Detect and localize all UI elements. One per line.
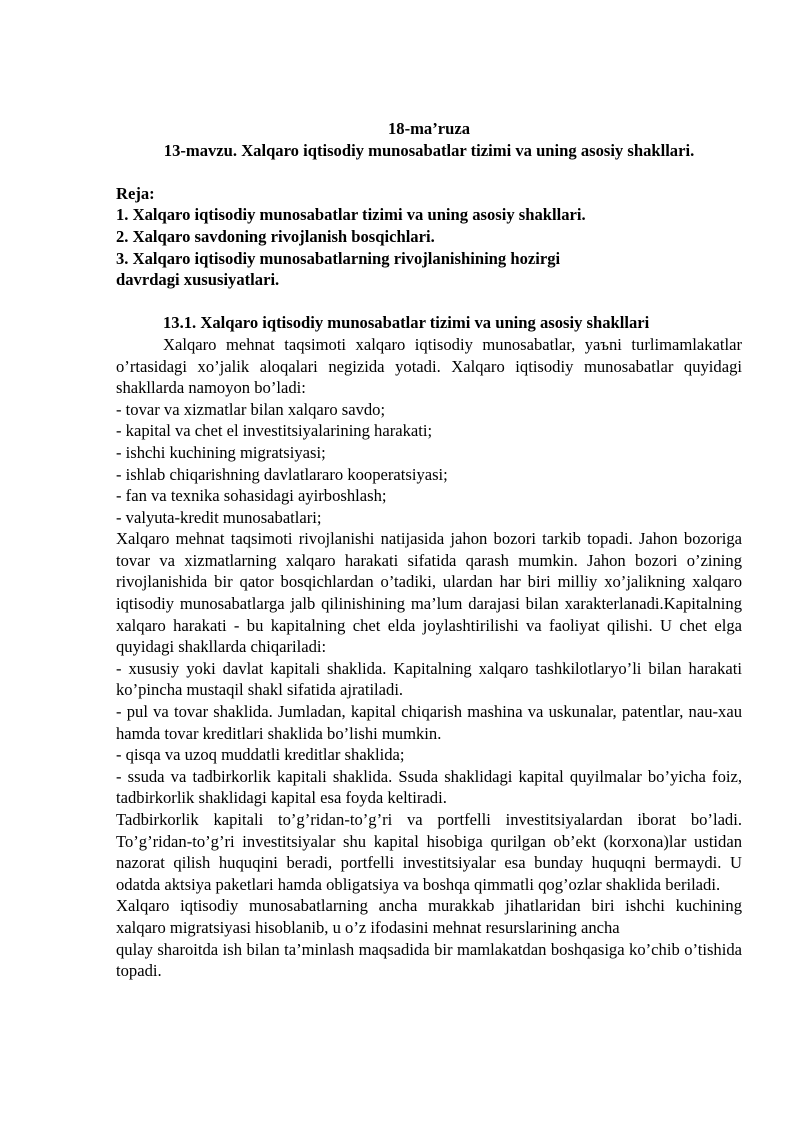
labor-migration-paragraph: Xalqaro iqtisodiy munosabatlarning ancha murakkab jihatlaridan biri ishchi kuchining xalqaro migratsiyasi hisoblanib, u o’z ifodasini mehnat resurslarining ancha <box>116 896 742 937</box>
direct-investment-paragraph: Tadbirkorlik kapitali to’g’ridan-to’g’ri va portfelli investitsiyalardan iborat bo’ladi. To’g’ridan-to’g’ri investitsiyalar shu kapital hisobiga qurilgan ob’ekt (korxona)lar ustidan nazorat qilish huquqini beradi, portfelli investitsiyalar esa bunday huquqni bermaydi. U odatda aktsiya paketlari hamda obligatsiya va boshqa qimmatli qog’ozlar shaklida beriladi. <box>116 810 742 894</box>
document-page <box>116 118 742 982</box>
spacer <box>116 291 742 313</box>
spacer <box>116 161 742 183</box>
form-item-cooperation: - ishlab chiqarishning davlatlararo kooperatsiyasi; <box>116 464 448 484</box>
credit-paragraph: - qisqa va uzoq muddatli kreditlar shaklida; <box>116 745 405 765</box>
plan-item-2: 2. Xalqaro savdoning rivojlanish bosqichlari. <box>116 226 435 246</box>
plan-item-1: 1. Xalqaro iqtisodiy munosabatlar tizimi va uning asosiy shakllari. <box>116 205 586 225</box>
intro-paragraph: Xalqaro mehnat taqsimoti xalqaro iqtisodiy munosabatlar, yaъni turlimamlakatlar o’rtasidagi xo’jalik aloqalari negizida yotadi. Xalqaro iqtisodiy munosabatlar quyidagi shakllarda namoyon bo’ladi: <box>116 334 742 398</box>
lecture-number: 18-ma’ruza <box>387 119 471 138</box>
plan-title: Reja: <box>116 183 155 203</box>
money-goods-paragraph: - pul va tovar shaklida. Jumladan, kapital chiqarish mashina va uskunalar, patentlar, nau-xau hamda tovar kreditlari shaklida bo’lishi mumkin. <box>116 702 742 743</box>
form-item-trade: - tovar va xizmatlar bilan xalqaro savdo; <box>116 399 386 419</box>
form-item-currency: - valyuta-kredit munosabatlari; <box>116 507 322 527</box>
topic-title: 13-mavzu. Xalqaro iqtisodiy munosabatlar tizimi va uning asosiy shakllari. <box>163 140 695 160</box>
form-item-capital: - kapital va chet el investitsiyalarining harakati; <box>116 421 433 441</box>
form-item-migration: - ishchi kuchining migratsiyasi; <box>116 442 326 462</box>
labor-migration-paragraph-end: qulay sharoitda ish bilan ta’minlash maqsadida bir mamlakatdan boshqasiga ko’chib o’tishida topadi. <box>116 939 742 981</box>
world-market-paragraph: Xalqaro mehnat taqsimoti rivojlanishi natijasida jahon bozori tarkib topadi. Jahon bozoriga tovar va xizmatlarning xalqaro harakati sifatida qarash mumkin. Jahon bozori o’zining rivojlanishida bir qator bosqichlardan o’tadiki, ulardan har biri milliy xo’jalikning xalqaro iqtisodiy munosabatlarga jalb qilinishining ma’lum darajasi bilan xarakterlanadi.Kapitalning xalqaro harakati - bu kapitalning chet elda joylashtirilishi va faoliyat qilishi. U chet elga quyidagi shakllarda chiqariladi: <box>116 529 742 657</box>
loan-capital-paragraph: - ssuda va tadbirkorlik kapitali shaklida. Ssuda shaklidagi kapital quyilmalar bo’yicha foiz, tadbirkorlik shaklidagi kapital esa foyda keltiradi. <box>116 766 742 808</box>
private-capital-paragraph: - xususiy yoki davlat kapitali shaklida. Kapitalning xalqaro tashkilotlaryo’li bilan harakati ko’pincha mustaqil shakl sifatida ajratiladi. <box>116 658 742 700</box>
plan-item-3: 3. Xalqaro iqtisodiy munosabatlarning rivojlanishining hozirgi davrdagi xususiyatlari. <box>116 248 561 290</box>
section-title: 13.1. Xalqaro iqtisodiy munosabatlar tizimi va uning asosiy shakllari <box>163 313 650 333</box>
form-item-science: - fan va texnika sohasidagi ayirboshlash; <box>116 486 387 506</box>
